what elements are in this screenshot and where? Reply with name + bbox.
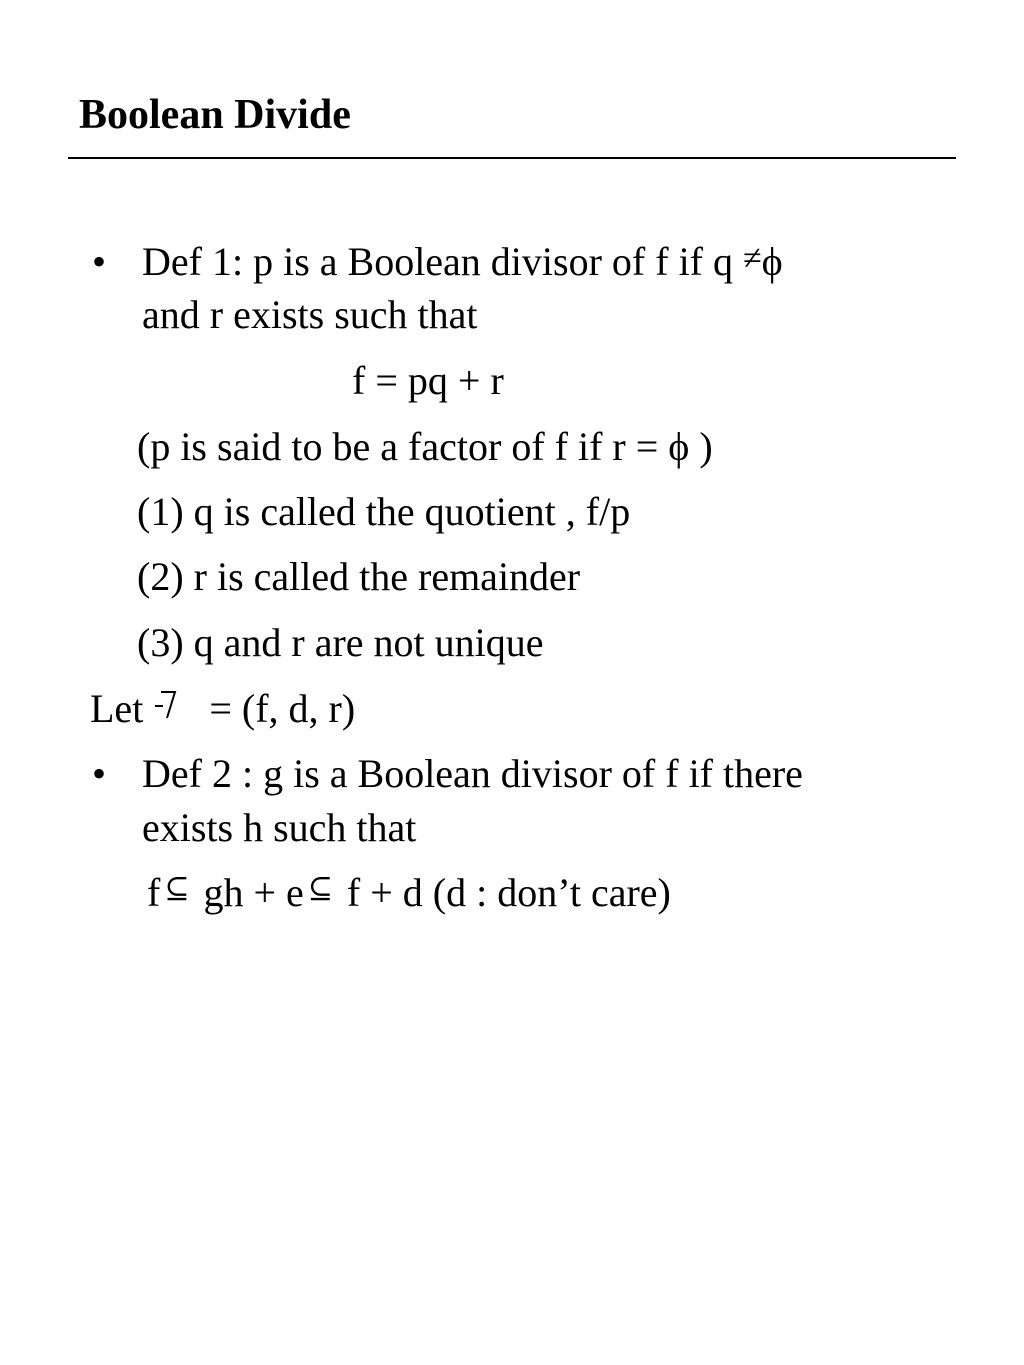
bullet-def1: • [92,239,107,284]
def2-line2: exists h such that [142,805,417,850]
script-f-glyph-icon [153,684,179,722]
def1-line1 [142,238,783,289]
relation-end: f + d (d : don’t care) [346,870,671,915]
subset-eq-symbol: ⊆ [164,872,190,905]
relation-middle: gh + e [203,870,304,915]
def2-line1: Def 2 : g is a Boolean divisor of f if there [142,751,803,796]
def1-factor-note: (p is said to be a factor of f if r = ϕ ) [137,424,713,469]
def1-line1-text: Def 1: p is a Boolean divisor of f if q [142,239,743,284]
phi-symbol: ϕ [761,239,783,284]
def2-relation [147,869,671,921]
relation-f: f [147,870,161,915]
def1-item-quotient: (1) q is called the quotient , f/p [137,489,631,534]
bullet-def2: • [92,751,107,796]
def1-item-not-unique: (3) q and r are not unique [137,620,544,665]
let-line [90,685,355,733]
title-divider [68,157,956,159]
def1-item-remainder: (2) r is called the remainder [137,554,581,599]
def1-equation: f = pq + r [352,358,504,403]
not-equal-symbol: ≠ [743,240,762,277]
def1-line2: and r exists such that [142,292,478,337]
page-title: Boolean Divide [79,92,351,138]
let-prefix: Let [90,686,144,731]
let-suffix: = (f, d, r) [209,686,356,731]
subset-eq-symbol-2: ⊆ [307,872,333,905]
